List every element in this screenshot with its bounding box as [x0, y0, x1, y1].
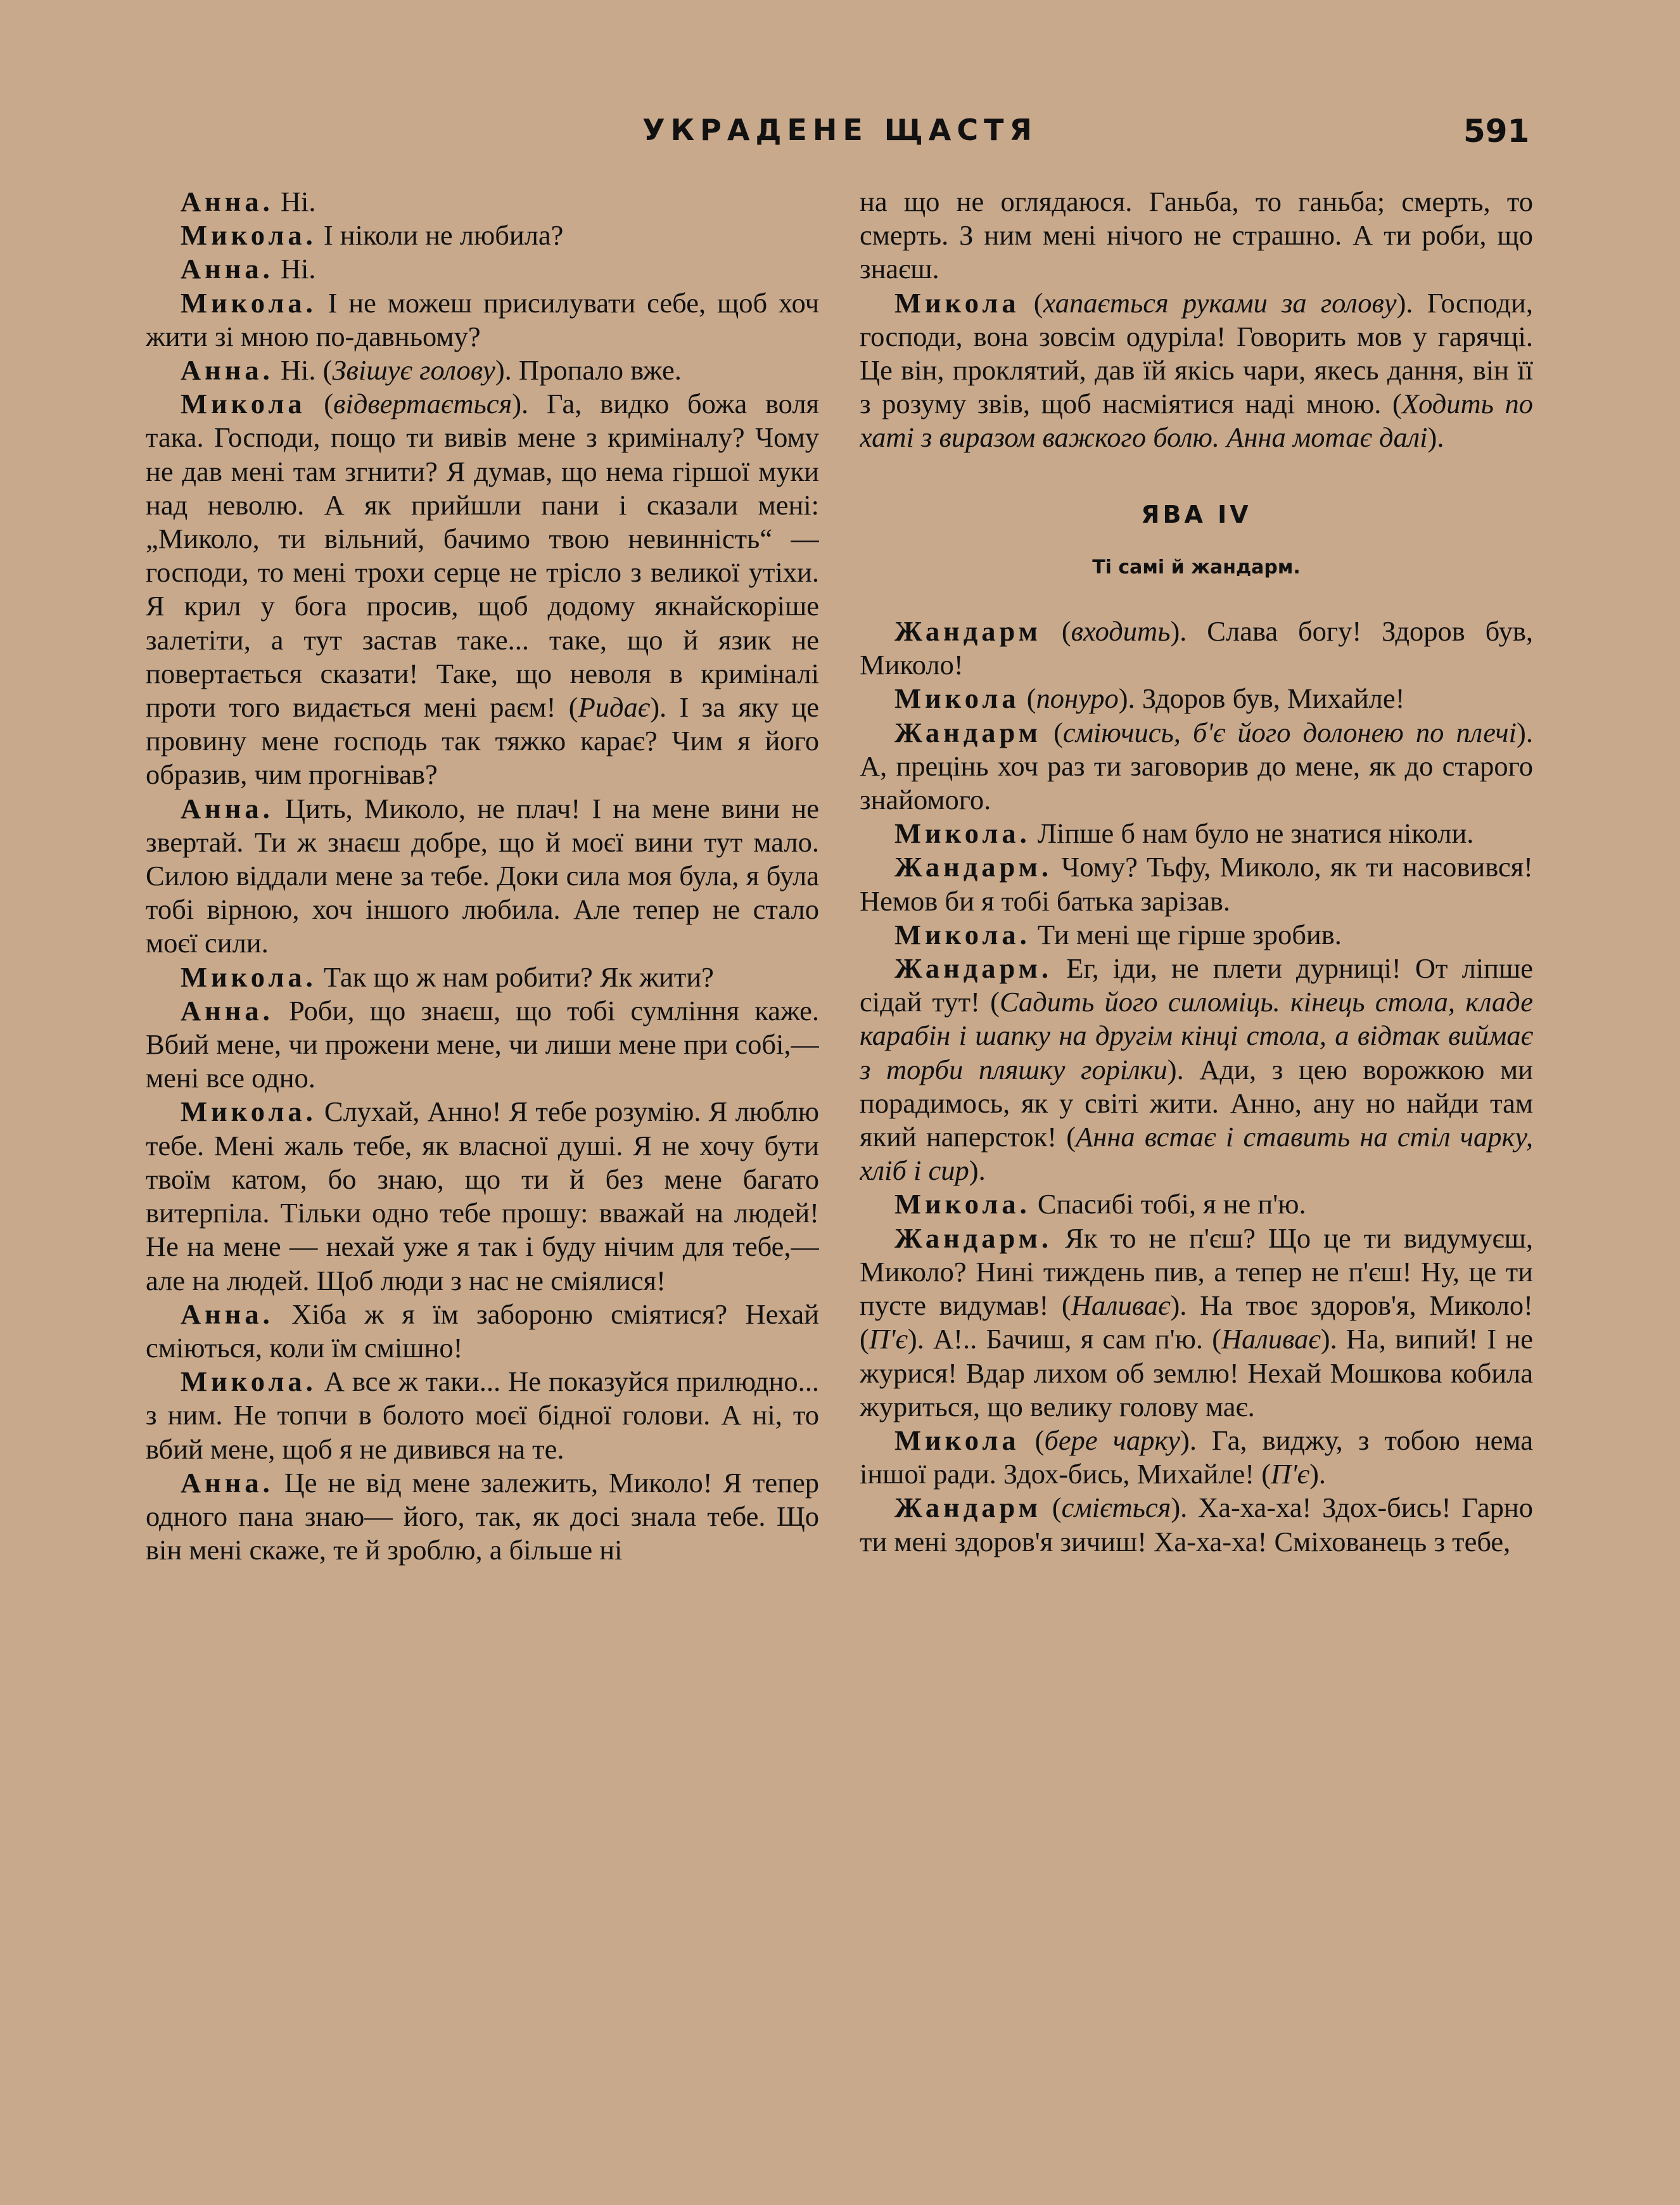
- dialogue-line: Микола (хапається руками за голову). Господи, господи, вона зовсім одуріла! Говорить мов у гарячці. Це він, проклятий, дав їй якісь чари, якесь дання, він її з розуму звів, щоб насміятися наді мною. (Ходить по хаті з виразом важкого болю. Анна мотає далі).: [860, 286, 1533, 454]
- dialogue-line: Жандарм (сміючись, б'є його долонею по плечі). А, прецінь хоч раз ти заговорив до мене, як до старого знайомого.: [860, 716, 1533, 816]
- dialogue-line: Микола (понуро). Здоров був, Михайле!: [894, 682, 1405, 715]
- left-column: [146, 185, 819, 2086]
- dialogue-line: Микола (бере чарку). Га, виджу, з тобою нема іншої ради. Здох-бись, Михайле! (П'є).: [860, 1424, 1533, 1490]
- dialogue-line: Анна. Ні. (Звішує голову). Пропало вже.: [181, 354, 682, 387]
- dialogue-line: Анна. Ні.: [181, 186, 316, 217]
- dialogue-line: Микола (відвертається). Га, видко божа воля така. Господи, пощо ти вивів мене з криміналу? Чому не дав мені там згнити? Я думав, що нема гіршої муки над неволю. А як прийшли пани і сказали мені: „Миколо, ти вільний, бачимо твою невинність“ — господи, то мені трохи серце не трісло з великої утіхи. Я крил у бога просив, щоб додому якнайскоріше залетіти, а тут застав таке... таке, що й язик не повертається сказати! Таке, що неволя в криміналі проти того видається мені раєм! (Ридає). І за яку це провину мене господь так тяжко карає? Чим я його образив, чим прогнівав?: [146, 388, 819, 791]
- page-number: 591: [1463, 113, 1530, 150]
- continued-text: на що не оглядаюся. Ганьба, то ганьба; смерть, то смерть. З ним мені нічого не страшно. А ти роби, що знаєш.: [860, 186, 1533, 285]
- dialogue-line: Микола. І ніколи не любила?: [181, 219, 564, 252]
- dialogue-line: Микола. Ти мені ще гірше зробив.: [894, 918, 1342, 950]
- dialogue-line: Анна. Цить, Миколо, не плач! І на мене вини не звертай. Ти ж знаєш добре, що й моєї вини тут мало. Силою віддали мене за тебе. Доки сила моя була, я була тобі вірною, хоч іншого любила. Але тепер не стало моєї сили.: [146, 792, 819, 959]
- dialogue-line: Микола. Ліпше б нам було не знатися ніколи.: [894, 817, 1474, 850]
- dialogue-line: Жандарм (сміється). Ха-ха-ха! Здох-бись! Гарно ти мені здоров'я зичиш! Ха-ха-ха! Сміхованець з тебе,: [860, 1492, 1533, 1557]
- dialogue-line: Жандарм. Чому? Тьфу, Миколо, як ти насовився! Немов би я тобі батька зарізав.: [860, 851, 1533, 917]
- dialogue-line: Микола. Спасибі тобі, я не п'ю.: [894, 1188, 1306, 1220]
- dialogue-line: Микола. Слухай, Анно! Я тебе розумію. Я люблю тебе. Мені жаль тебе, як власної душі. Я не хочу бути твоїм катом, бо знаю, що ти й без мене багато витерпіла. Тільки одно тебе прошу: вважай на людей! Не на мене — нехай уже я так і буду нічим для тебе,— але на людей. Щоб люди з нас не сміялися!: [146, 1096, 819, 1296]
- section-subtitle: Ті самі й жандарм.: [1092, 556, 1301, 578]
- running-title: УКРАДЕНЕ ЩАСТЯ: [642, 113, 1038, 147]
- dialogue-line: Анна. Роби, що знаєш, що тобі сумління каже. Вбий мене, чи прожени мене, чи лиши мене при собі,— мені все одно.: [146, 994, 819, 1094]
- dialogue-line: Микола. І не можеш присилувати себе, щоб хоч жити зі мною по-давньому?: [146, 286, 819, 352]
- right-column: [860, 185, 1533, 2086]
- dialogue-line: Жандарм (входить). Слава богу! Здоров був, Миколо!: [860, 615, 1533, 681]
- dialogue-line: Анна. Хіба ж я їм забороню сміятися? Нехай сміються, коли їм смішно!: [146, 1298, 819, 1364]
- dialogue-line: Микола. А все ж таки... Не показуйся прилюдно... з ним. Не топчи в болото моєї бідної голови. А ні, то вбий мене, щоб я не дивився на те.: [146, 1365, 819, 1465]
- dialogue-line: Анна. Ні.: [181, 253, 316, 285]
- dialogue-line: Анна. Це не від мене залежить, Миколо! Я тепер одного пана знаю— його, так, як досі знала тебе. Що він мені скаже, те й зроблю, а більше ні: [146, 1466, 819, 1566]
- dialogue-line: Жандарм. Як то не п'єш? Що це ти видумуєш, Миколо? Нині тиждень пив, а тепер не п'єш! Ну, це ти пусте видумав! (Наливає). На твоє здоров'я, Миколо! (П'є). А!.. Бачиш, я сам п'ю. (Наливає). На, випий! І не журися! Вдар лихом об землю! Нехай Мошкова кобила журиться, що велику голову має.: [860, 1222, 1533, 1422]
- section-title: ЯВА IV: [1141, 500, 1252, 528]
- dialogue-line: Микола. Так що ж нам робити? Як жити?: [181, 961, 714, 993]
- dialogue-line: Жандарм. Ег, іди, не плети дурниці! От ліпше сідай тут! (Садить його силоміць. кінець стола, кладе карабін і шапку на другім кінці стола, а відтак виймає з торби пляшку горілки). Ади, з цею ворожкою ми порадимось, як у світі жити. Анно, ану но найди там який наперсток! (Анна встає і ставить на стіл чарку, хліб і сир).: [860, 952, 1533, 1187]
